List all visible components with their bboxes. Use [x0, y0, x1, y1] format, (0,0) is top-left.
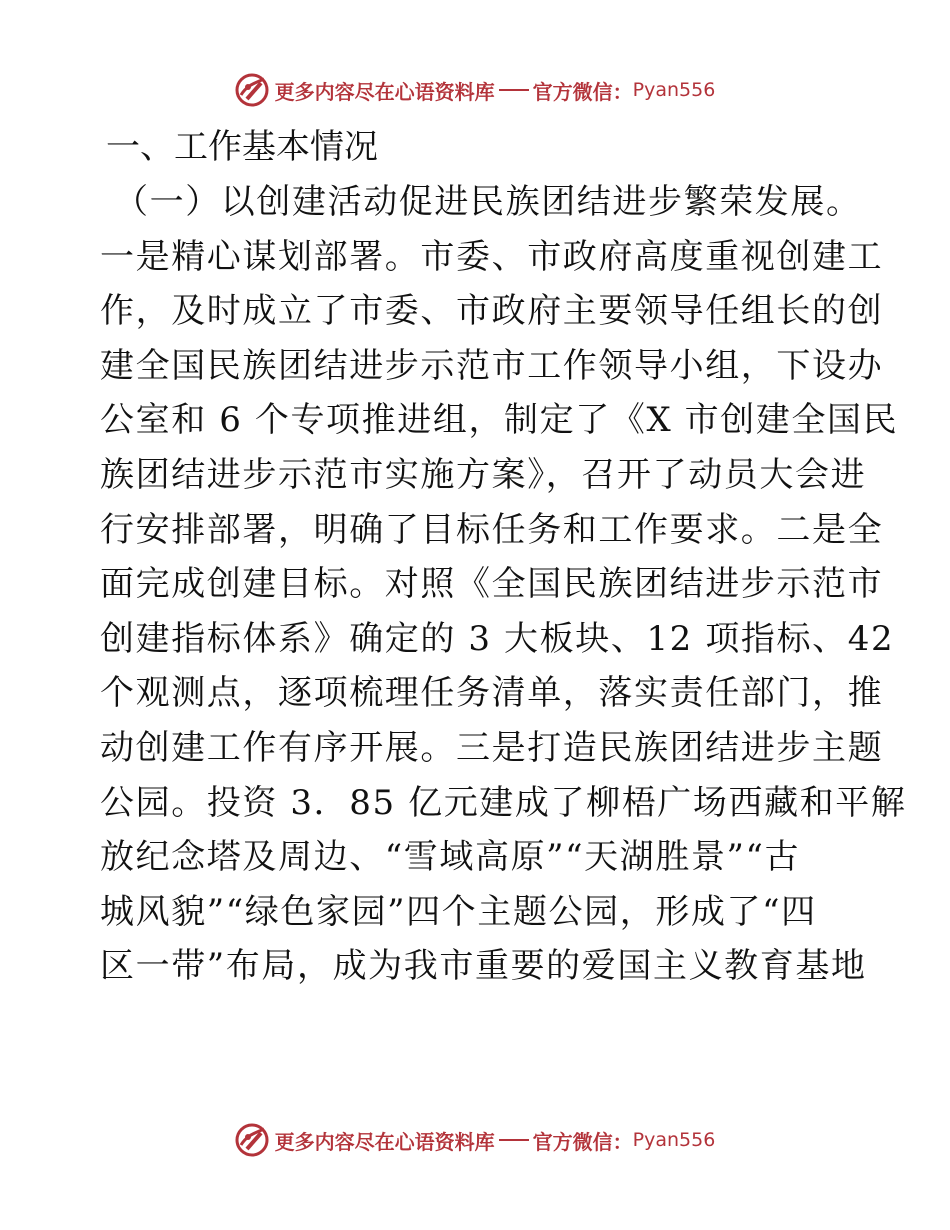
- body-line: 行安排部署，明确了目标任务和工作要求。二是全: [100, 509, 884, 550]
- body-line: 一是精心谋划部署。市委、市政府高度重视创建工: [100, 236, 884, 277]
- banner-contact-label: 官方微信：: [532, 1129, 633, 1154]
- banner-dash: [499, 89, 529, 91]
- body-line: 动创建工作有序开展。三是打造民族团结进步主题: [100, 727, 884, 768]
- footer-watermark-banner: [0, 1120, 950, 1160]
- banner-contact-label: 官方微信：: [532, 79, 633, 104]
- body-line: 作，及时成立了市委、市政府主要领导任组长的创: [100, 291, 884, 332]
- body-line: 城风貌”“绿色家园”四个主题公园，形成了“四: [100, 891, 817, 932]
- document-body: [100, 175, 907, 994]
- banner-contact-id: Pyan556: [632, 79, 716, 101]
- library-logo-icon: [235, 1123, 269, 1157]
- section-heading: 一、工作基本情况: [106, 127, 378, 167]
- library-logo-icon: [235, 73, 269, 107]
- banner-title: 更多内容尽在心语资料库: [274, 1129, 495, 1154]
- header-watermark-banner: [0, 70, 950, 110]
- body-line: 放纪念塔及周边、“雪域高原”“天湖胜景”“古: [100, 837, 801, 878]
- body-line: 建全国民族团结进步示范市工作领导小组，下设办: [100, 345, 884, 386]
- body-line: 公室和 6 个专项推进组，制定了《X 市创建全国民: [100, 400, 899, 441]
- body-line: 族团结进步示范市实施方案》，召开了动员大会进: [100, 454, 867, 495]
- body-line: 区一带”布局，成为我市重要的爱国主义教育基地: [100, 946, 867, 987]
- banner-contact-id: Pyan556: [632, 1129, 716, 1151]
- banner-title: 更多内容尽在心语资料库: [274, 79, 495, 104]
- subheading-line: （一）以创建活动促进民族团结进步繁荣发展。: [114, 182, 862, 222]
- body-line: 个观测点，逐项梳理任务清单，落实责任部门，推: [100, 673, 884, 714]
- body-line: 面完成创建目标。对照《全国民族团结进步示范市: [100, 564, 884, 605]
- banner-dash: [499, 1139, 529, 1141]
- body-line: 公园。投资 3．85 亿元建成了柳梧广场西藏和平解: [100, 782, 907, 823]
- body-line: 创建指标体系》确定的 3 大板块、12 项指标、42: [100, 618, 895, 659]
